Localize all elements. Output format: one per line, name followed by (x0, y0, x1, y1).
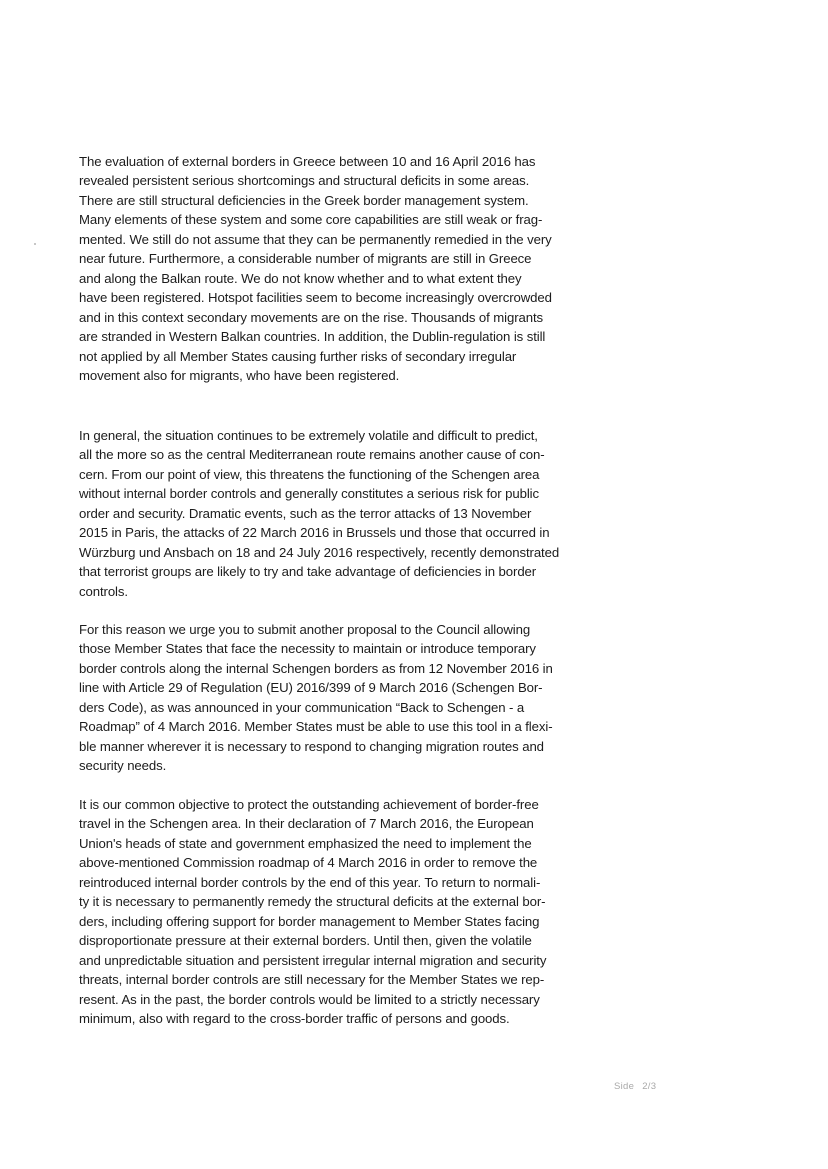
paragraph-greece-evaluation: The evaluation of external borders in Greece between 10 and 16 April 2016 has revealed persistent serious shortcomings and structural deficits in some areas. There are still structural deficiencies in the Greek border management system. Many elements of these system and some core capabilities are still weak or frag- mented. We still do not assume that they can be permanently remedied in the very near future. Furthermore, a considerable number of migrants are still in Greece and along the Balkan route. We do not know whether and to what extent they have been registered. Hotspot facilities seem to become increasingly overcrowded and in this context secondary movements are on the rise. Thousands of migrants are stranded in Western Balkan countries. In addition, the Dublin-regulation is still not applied by all Member States causing further risks of secondary irregular movement also for migrants, who have been registered. (79, 154, 552, 383)
paragraph-proposal-request: For this reason we urge you to submit another proposal to the Council allowing those Member States that face the necessity to maintain or introduce temporary border controls along the internal Schengen borders as from 12 November 2016 in line with Article 29 of Regulation (EU) 2016/399 of 9 March 2016 (Schengen Bor- ders Code), as was announced in your communication “Back to Schengen - a Roadmap” of 4 March 2016. Member States must be able to use this tool in a flexi- ble manner wherever it is necessary to respond to changing migration routes and security needs. (79, 622, 553, 774)
page-number: 2/3 (642, 1081, 657, 1092)
scan-speck (34, 243, 36, 245)
paragraph-general-situation: In general, the situation continues to be extremely volatile and difficult to predict, all the more so as the central Mediterranean route remains another cause of con- cern. From our point of view, this threatens the functioning of the Schengen area without internal border controls and generally constitutes a serious risk for public order and security. Dramatic events, such as the terror attacks of 13 November 2015 in Paris, the attacks of 22 March 2016 in Brussels und those that occurred in Würzburg und Ansbach on 18 and 24 July 2016 respectively, recently demonstrated that terrorist groups are likely to try and take advantage of deficiencies in border controls. (79, 428, 560, 599)
page-footer (614, 1081, 656, 1092)
page-label: Side (614, 1081, 635, 1092)
paragraph-common-objective: It is our common objective to protect the outstanding achievement of border-free travel in the Schengen area. In their declaration of 7 March 2016, the European Union's heads of state and government emphasized the need to implement the above-mentioned Commission roadmap of 4 March 2016 in order to remove the reintroduced internal border controls by the end of this year. To return to normali- ty it is necessary to permanently remedy the structural deficits at the external bor- ders, including offering support for border management to Member States facing disproportionate pressure at their external borders. Until then, given the volatile and unpredictable situation and persistent irregular internal migration and security threats, internal border controls are still necessary for the Member States we rep- resent. As in the past, the border controls would be limited to a strictly necessary minimum, also with regard to the cross-border traffic of persons and goods. (79, 797, 547, 1026)
